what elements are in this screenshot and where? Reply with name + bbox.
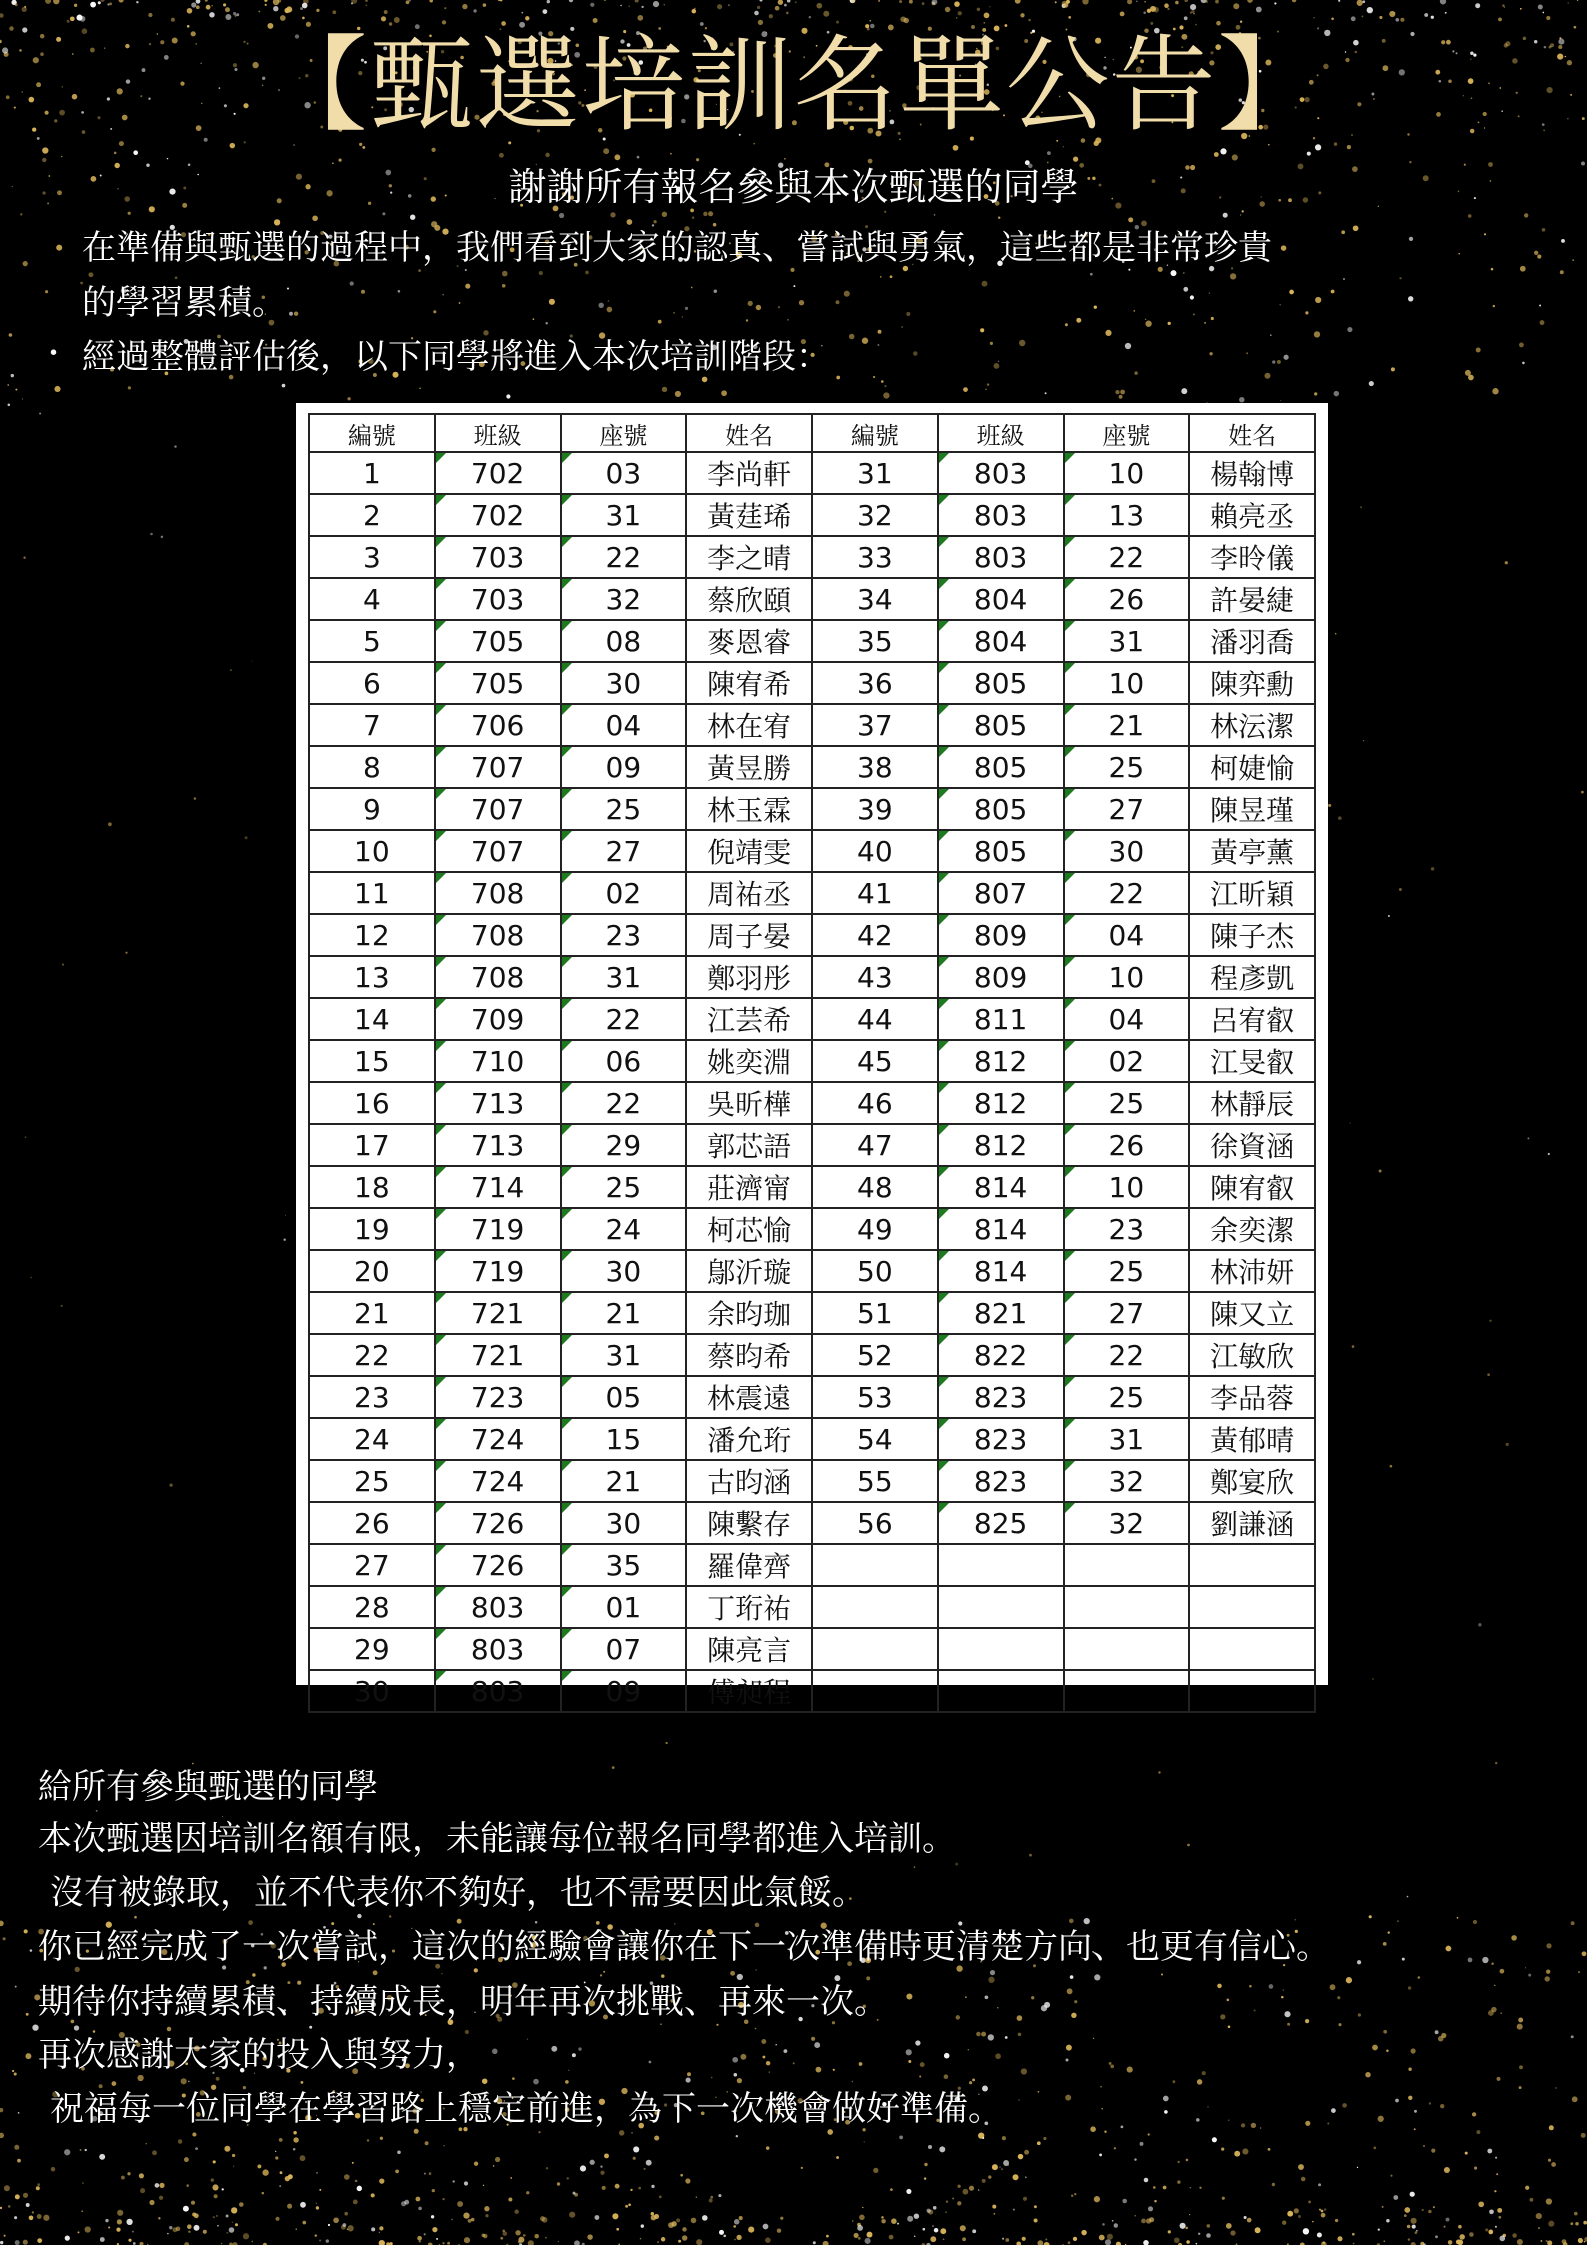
cell-number: 30 <box>309 1670 435 1712</box>
cell-seat: 01 <box>561 1586 687 1628</box>
cell-seat: 31 <box>561 1334 687 1376</box>
cell-class: 823 <box>938 1376 1064 1418</box>
intro-paragraph-line-3: 經過整體評估後，以下同學將進入本次培訓階段： <box>82 337 830 377</box>
cell-number: 43 <box>812 956 938 998</box>
page-title: 【甄選培訓名單公告】 <box>263 24 1324 146</box>
cell-class: 814 <box>938 1208 1064 1250</box>
table-row <box>309 746 1315 788</box>
cell-seat: 31 <box>561 494 687 536</box>
cell-name: 賴亮丞 <box>1189 494 1315 536</box>
cell-number: 11 <box>309 872 435 914</box>
cell-class: 821 <box>938 1292 1064 1334</box>
cell-seat: 31 <box>561 956 687 998</box>
cell-seat: 24 <box>561 1208 687 1250</box>
cell-number: 32 <box>812 494 938 536</box>
column-header-number: 編號 <box>309 414 435 452</box>
cell-seat: 30 <box>561 662 687 704</box>
cell-number: 48 <box>812 1166 938 1208</box>
cell-seat: 25 <box>561 1166 687 1208</box>
cell-name: 姚奕淵 <box>686 1040 812 1082</box>
cell-class: 708 <box>435 956 561 998</box>
cell-seat: 32 <box>1064 1460 1190 1502</box>
cell-number <box>812 1586 938 1628</box>
table-row <box>309 1586 1315 1628</box>
table-row <box>309 1376 1315 1418</box>
cell-class: 702 <box>435 494 561 536</box>
cell-name: 林震遠 <box>686 1376 812 1418</box>
cell-name: 林玉霖 <box>686 788 812 830</box>
cell-class: 805 <box>938 704 1064 746</box>
cell-seat: 15 <box>561 1418 687 1460</box>
table-row <box>309 1502 1315 1544</box>
cell-class: 710 <box>435 1040 561 1082</box>
cell-name <box>1189 1544 1315 1586</box>
cell-seat: 21 <box>1064 704 1190 746</box>
page-subtitle: 謝謝所有報名參與本次甄選的同學 <box>508 165 1079 209</box>
cell-number: 31 <box>812 452 938 494</box>
cell-name: 江芸希 <box>686 998 812 1040</box>
cell-class: 805 <box>938 662 1064 704</box>
cell-number: 44 <box>812 998 938 1040</box>
cell-seat: 31 <box>1064 1418 1190 1460</box>
cell-seat: 09 <box>561 1670 687 1712</box>
cell-class: 707 <box>435 746 561 788</box>
cell-seat <box>1064 1544 1190 1586</box>
column-header-class: 班級 <box>435 414 561 452</box>
cell-number: 16 <box>309 1082 435 1124</box>
cell-number: 17 <box>309 1124 435 1166</box>
cell-class: 703 <box>435 536 561 578</box>
cell-class: 823 <box>938 1418 1064 1460</box>
cell-seat: 02 <box>561 872 687 914</box>
cell-number: 53 <box>812 1376 938 1418</box>
cell-class: 707 <box>435 788 561 830</box>
cell-class: 713 <box>435 1124 561 1166</box>
cell-name: 陳繫存 <box>686 1502 812 1544</box>
cell-number: 14 <box>309 998 435 1040</box>
cell-class: 703 <box>435 578 561 620</box>
cell-class: 807 <box>938 872 1064 914</box>
cell-name: 林沛妍 <box>1189 1250 1315 1292</box>
cell-seat <box>1064 1586 1190 1628</box>
cell-name: 余昀珈 <box>686 1292 812 1334</box>
cell-name: 黃莛琋 <box>686 494 812 536</box>
cell-number: 1 <box>309 452 435 494</box>
cell-number: 38 <box>812 746 938 788</box>
cell-seat: 25 <box>561 788 687 830</box>
cell-name: 柯婕愉 <box>1189 746 1315 788</box>
cell-class: 804 <box>938 578 1064 620</box>
cell-seat: 22 <box>561 998 687 1040</box>
cell-name: 李昤儀 <box>1189 536 1315 578</box>
table-row <box>309 1040 1315 1082</box>
table-row <box>309 1628 1315 1670</box>
cell-name: 丁珩祐 <box>686 1586 812 1628</box>
column-header-seat: 座號 <box>561 414 687 452</box>
cell-class: 702 <box>435 452 561 494</box>
cell-number: 45 <box>812 1040 938 1082</box>
roster-table <box>308 413 1316 1713</box>
cell-number: 49 <box>812 1208 938 1250</box>
cell-seat: 08 <box>561 620 687 662</box>
cell-name: 楊翰博 <box>1189 452 1315 494</box>
cell-seat: 23 <box>561 914 687 956</box>
cell-name: 郭芯語 <box>686 1124 812 1166</box>
cell-seat: 10 <box>1064 956 1190 998</box>
cell-number: 23 <box>309 1376 435 1418</box>
cell-seat: 25 <box>1064 1376 1190 1418</box>
cell-seat: 29 <box>561 1124 687 1166</box>
cell-seat: 10 <box>1064 662 1190 704</box>
cell-number: 25 <box>309 1460 435 1502</box>
cell-number: 41 <box>812 872 938 914</box>
cell-number: 54 <box>812 1418 938 1460</box>
cell-number: 7 <box>309 704 435 746</box>
table-row <box>309 1082 1315 1124</box>
cell-name: 程彥凱 <box>1189 956 1315 998</box>
table-row <box>309 1250 1315 1292</box>
cell-number: 29 <box>309 1628 435 1670</box>
cell-name: 陳亮言 <box>686 1628 812 1670</box>
table-row <box>309 620 1315 662</box>
cell-class: 804 <box>938 620 1064 662</box>
cell-number: 35 <box>812 620 938 662</box>
cell-class: 803 <box>435 1586 561 1628</box>
cell-name: 陳宥希 <box>686 662 812 704</box>
cell-name: 羅偉齊 <box>686 1544 812 1586</box>
cell-name: 徐資涵 <box>1189 1124 1315 1166</box>
table-row <box>309 1292 1315 1334</box>
cell-class <box>938 1544 1064 1586</box>
cell-name: 陳宥叡 <box>1189 1166 1315 1208</box>
table-row <box>309 578 1315 620</box>
cell-number: 18 <box>309 1166 435 1208</box>
cell-seat: 22 <box>561 536 687 578</box>
table-row <box>309 1334 1315 1376</box>
table-row <box>309 1166 1315 1208</box>
cell-number: 37 <box>812 704 938 746</box>
cell-class: 803 <box>435 1628 561 1670</box>
cell-seat: 04 <box>561 704 687 746</box>
table-row <box>309 1670 1315 1712</box>
cell-name: 李品蓉 <box>1189 1376 1315 1418</box>
table-row <box>309 914 1315 956</box>
cell-number: 28 <box>309 1586 435 1628</box>
cell-name: 鄔沂璇 <box>686 1250 812 1292</box>
cell-class: 805 <box>938 830 1064 872</box>
cell-class: 708 <box>435 872 561 914</box>
cell-class <box>938 1670 1064 1712</box>
cell-class: 705 <box>435 662 561 704</box>
column-header-seat: 座號 <box>1064 414 1190 452</box>
cell-name <box>1189 1670 1315 1712</box>
cell-name: 黃亭薰 <box>1189 830 1315 872</box>
table-row <box>309 1208 1315 1250</box>
cell-seat: 22 <box>561 1082 687 1124</box>
cell-class: 726 <box>435 1544 561 1586</box>
cell-name: 吳昕樺 <box>686 1082 812 1124</box>
closing-line-5: 期待你持續累積、持續成長，明年再次挑戰、再來一次。 <box>38 1982 888 2022</box>
cell-class <box>938 1628 1064 1670</box>
cell-number: 56 <box>812 1502 938 1544</box>
column-header-number: 編號 <box>812 414 938 452</box>
cell-name: 呂宥叡 <box>1189 998 1315 1040</box>
cell-class: 803 <box>938 452 1064 494</box>
cell-number: 36 <box>812 662 938 704</box>
table-row <box>309 788 1315 830</box>
closing-line-7: 祝福每一位同學在學習路上穩定前進，為下一次機會做好準備。 <box>50 2089 1002 2129</box>
cell-number: 6 <box>309 662 435 704</box>
cell-seat: 10 <box>1064 452 1190 494</box>
cell-seat: 26 <box>1064 578 1190 620</box>
cell-number: 8 <box>309 746 435 788</box>
closing-line-6: 再次感謝大家的投入與努力， <box>38 2035 480 2075</box>
cell-number: 13 <box>309 956 435 998</box>
cell-seat: 23 <box>1064 1208 1190 1250</box>
cell-seat: 22 <box>1064 1334 1190 1376</box>
cell-number: 22 <box>309 1334 435 1376</box>
cell-seat: 30 <box>561 1250 687 1292</box>
cell-name: 倪靖雯 <box>686 830 812 872</box>
closing-line-3: 沒有被錄取，並不代表你不夠好，也不需要因此氣餒。 <box>50 1873 866 1913</box>
cell-class: 726 <box>435 1502 561 1544</box>
cell-number: 20 <box>309 1250 435 1292</box>
cell-number: 47 <box>812 1124 938 1166</box>
cell-seat <box>1064 1670 1190 1712</box>
cell-name: 莊濟甯 <box>686 1166 812 1208</box>
cell-class: 803 <box>938 536 1064 578</box>
cell-number: 5 <box>309 620 435 662</box>
cell-number: 15 <box>309 1040 435 1082</box>
cell-name: 陳子杰 <box>1189 914 1315 956</box>
roster-table-panel <box>296 403 1328 1709</box>
cell-number: 9 <box>309 788 435 830</box>
table-header-row <box>309 414 1315 452</box>
cell-name: 陳弈勳 <box>1189 662 1315 704</box>
cell-name: 潘羽喬 <box>1189 620 1315 662</box>
cell-number: 52 <box>812 1334 938 1376</box>
cell-name: 黃昱勝 <box>686 746 812 788</box>
cell-class: 709 <box>435 998 561 1040</box>
cell-name: 黃郁晴 <box>1189 1418 1315 1460</box>
table-row <box>309 494 1315 536</box>
cell-class: 822 <box>938 1334 1064 1376</box>
cell-class: 809 <box>938 956 1064 998</box>
cell-seat: 10 <box>1064 1166 1190 1208</box>
cell-name: 林沄潔 <box>1189 704 1315 746</box>
cell-class: 721 <box>435 1292 561 1334</box>
cell-seat: 30 <box>1064 830 1190 872</box>
cell-class: 814 <box>938 1250 1064 1292</box>
cell-class: 721 <box>435 1334 561 1376</box>
cell-name: 李之晴 <box>686 536 812 578</box>
table-row <box>309 872 1315 914</box>
table-row <box>309 704 1315 746</box>
cell-name: 鄭宴欣 <box>1189 1460 1315 1502</box>
cell-name: 周子晏 <box>686 914 812 956</box>
cell-class: 805 <box>938 746 1064 788</box>
cell-class: 803 <box>435 1670 561 1712</box>
cell-number: 4 <box>309 578 435 620</box>
closing-line-4: 你已經完成了一次嘗試，這次的經驗會讓你在下一次準備時更清楚方向、也更有信心。 <box>38 1927 1330 1967</box>
closing-line-2: 本次甄選因培訓名額有限，未能讓每位報名同學都進入培訓。 <box>38 1819 956 1859</box>
cell-number <box>812 1670 938 1712</box>
cell-seat: 21 <box>561 1460 687 1502</box>
closing-heading: 給所有參與甄選的同學 <box>38 1767 378 1807</box>
cell-number <box>812 1628 938 1670</box>
cell-name: 麥恩睿 <box>686 620 812 662</box>
intro-paragraph-line-2: 的學習累積。 <box>82 283 286 323</box>
cell-seat: 07 <box>561 1628 687 1670</box>
cell-class: 714 <box>435 1166 561 1208</box>
cell-class: 805 <box>938 788 1064 830</box>
cell-seat: 32 <box>1064 1502 1190 1544</box>
cell-seat: 21 <box>561 1292 687 1334</box>
cell-class: 803 <box>938 494 1064 536</box>
cell-seat: 27 <box>1064 788 1190 830</box>
cell-class: 724 <box>435 1460 561 1502</box>
cell-seat: 04 <box>1064 914 1190 956</box>
cell-seat: 04 <box>1064 998 1190 1040</box>
cell-class: 719 <box>435 1250 561 1292</box>
cell-name <box>1189 1628 1315 1670</box>
cell-seat: 25 <box>1064 1250 1190 1292</box>
table-row <box>309 452 1315 494</box>
cell-name: 江昕穎 <box>1189 872 1315 914</box>
cell-number: 34 <box>812 578 938 620</box>
table-row <box>309 662 1315 704</box>
cell-name: 江敏欣 <box>1189 1334 1315 1376</box>
cell-number: 24 <box>309 1418 435 1460</box>
cell-class: 823 <box>938 1460 1064 1502</box>
column-header-name: 姓名 <box>686 414 812 452</box>
cell-seat: 06 <box>561 1040 687 1082</box>
cell-name <box>1189 1586 1315 1628</box>
cell-name: 許晏緁 <box>1189 578 1315 620</box>
cell-name: 劉謙涵 <box>1189 1502 1315 1544</box>
cell-class: 812 <box>938 1124 1064 1166</box>
intro-paragraph-line-1: 在準備與甄選的過程中，我們看到大家的認真、嘗試與勇氣，這些都是非常珍貴 <box>82 228 1272 268</box>
cell-seat: 30 <box>561 1502 687 1544</box>
cell-class: 713 <box>435 1082 561 1124</box>
cell-seat: 26 <box>1064 1124 1190 1166</box>
column-header-name: 姓名 <box>1189 414 1315 452</box>
table-row <box>309 998 1315 1040</box>
cell-number: 51 <box>812 1292 938 1334</box>
cell-name: 周祐丞 <box>686 872 812 914</box>
table-row <box>309 956 1315 998</box>
cell-number: 40 <box>812 830 938 872</box>
cell-number: 55 <box>812 1460 938 1502</box>
cell-class: 719 <box>435 1208 561 1250</box>
cell-number: 3 <box>309 536 435 578</box>
cell-class: 809 <box>938 914 1064 956</box>
column-header-class: 班級 <box>938 414 1064 452</box>
cell-number: 2 <box>309 494 435 536</box>
cell-name: 鄭羽彤 <box>686 956 812 998</box>
cell-number: 27 <box>309 1544 435 1586</box>
cell-number: 42 <box>812 914 938 956</box>
cell-name: 余奕潔 <box>1189 1208 1315 1250</box>
cell-name: 陳又立 <box>1189 1292 1315 1334</box>
cell-seat: 05 <box>561 1376 687 1418</box>
cell-name: 潘允珩 <box>686 1418 812 1460</box>
cell-class: 706 <box>435 704 561 746</box>
table-row <box>309 1460 1315 1502</box>
table-row <box>309 536 1315 578</box>
cell-seat: 22 <box>1064 872 1190 914</box>
cell-number: 19 <box>309 1208 435 1250</box>
cell-seat <box>1064 1628 1190 1670</box>
cell-number: 21 <box>309 1292 435 1334</box>
cell-name: 林靜辰 <box>1189 1082 1315 1124</box>
cell-name: 蔡昀希 <box>686 1334 812 1376</box>
cell-seat: 03 <box>561 452 687 494</box>
table-row <box>309 1418 1315 1460</box>
cell-class: 705 <box>435 620 561 662</box>
cell-seat: 27 <box>561 830 687 872</box>
cell-name: 柯芯愉 <box>686 1208 812 1250</box>
cell-seat: 27 <box>1064 1292 1190 1334</box>
table-row <box>309 1544 1315 1586</box>
cell-class <box>938 1586 1064 1628</box>
cell-seat: 35 <box>561 1544 687 1586</box>
cell-number: 33 <box>812 536 938 578</box>
cell-name: 蔡欣頤 <box>686 578 812 620</box>
cell-name: 古昀涵 <box>686 1460 812 1502</box>
cell-class: 812 <box>938 1040 1064 1082</box>
table-row <box>309 1124 1315 1166</box>
cell-number: 39 <box>812 788 938 830</box>
cell-name: 陳昱瑾 <box>1189 788 1315 830</box>
cell-class: 811 <box>938 998 1064 1040</box>
cell-class: 707 <box>435 830 561 872</box>
table-row <box>309 830 1315 872</box>
cell-class: 724 <box>435 1418 561 1460</box>
cell-class: 708 <box>435 914 561 956</box>
cell-class: 814 <box>938 1166 1064 1208</box>
cell-number: 12 <box>309 914 435 956</box>
cell-number: 46 <box>812 1082 938 1124</box>
cell-seat: 31 <box>1064 620 1190 662</box>
cell-name: 傅昶程 <box>686 1670 812 1712</box>
cell-seat: 09 <box>561 746 687 788</box>
cell-class: 825 <box>938 1502 1064 1544</box>
cell-number: 10 <box>309 830 435 872</box>
cell-name: 李尚軒 <box>686 452 812 494</box>
cell-number: 50 <box>812 1250 938 1292</box>
cell-name: 江旻叡 <box>1189 1040 1315 1082</box>
cell-number: 26 <box>309 1502 435 1544</box>
cell-number <box>812 1544 938 1586</box>
cell-seat: 02 <box>1064 1040 1190 1082</box>
cell-seat: 22 <box>1064 536 1190 578</box>
cell-name: 林在宥 <box>686 704 812 746</box>
cell-seat: 25 <box>1064 746 1190 788</box>
cell-seat: 13 <box>1064 494 1190 536</box>
cell-seat: 25 <box>1064 1082 1190 1124</box>
cell-class: 812 <box>938 1082 1064 1124</box>
cell-seat: 32 <box>561 578 687 620</box>
cell-class: 723 <box>435 1376 561 1418</box>
